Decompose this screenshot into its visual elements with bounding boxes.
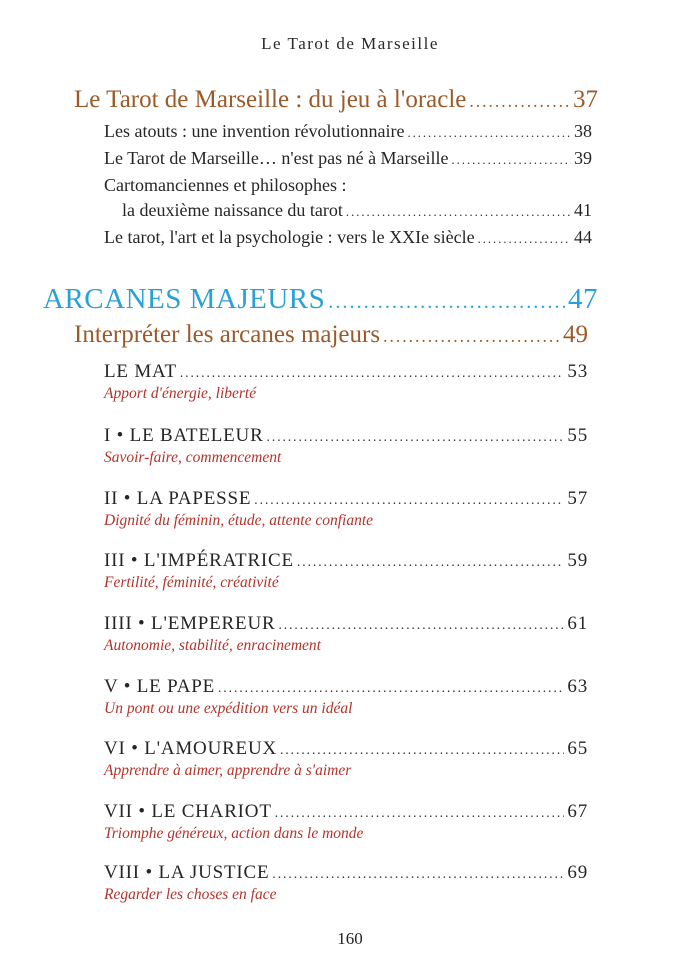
card-keywords: Un pont ou une expédition vers un idéal <box>104 700 353 717</box>
toc-entry[interactable] <box>104 121 592 142</box>
toc-entry-page: 63 <box>567 676 588 697</box>
card-keywords: Dignité du féminin, étude, attente confiante <box>104 512 374 529</box>
card-keywords: Fertilité, féminité, créativité <box>104 574 279 591</box>
toc-entry-page: 69 <box>567 862 588 883</box>
toc-entry-page: 57 <box>567 488 588 509</box>
toc-entry-card[interactable] <box>104 488 588 510</box>
dot-leader <box>275 805 565 821</box>
toc-entry-page: 61 <box>567 613 588 634</box>
toc-entry[interactable] <box>122 200 592 221</box>
page-number: 160 <box>337 929 363 948</box>
toc-entry-card[interactable] <box>104 801 588 823</box>
toc-entry-title: Le Tarot de Marseille : du jeu à l'oracle <box>74 86 467 113</box>
running-head: Le Tarot de Marseille <box>261 34 439 53</box>
toc-entry-card[interactable] <box>104 550 588 572</box>
toc-entry-section[interactable] <box>74 86 598 114</box>
toc-entry-page: 38 <box>574 121 592 141</box>
card-keywords: Triomphe généreux, action dans le monde <box>104 825 364 842</box>
card-keywords: Apprendre à aimer, apprendre à s'aimer <box>104 762 352 779</box>
toc-entry-title: Interpréter les arcanes majeurs <box>74 321 381 348</box>
card-keywords: Regarder les choses en face <box>104 886 277 903</box>
dot-leader <box>272 866 564 882</box>
toc-entry-title: VI • L'AMOUREUX <box>104 738 278 759</box>
toc-entry-page: 67 <box>567 801 588 822</box>
toc-entry-card[interactable] <box>104 738 588 760</box>
toc-entry-page: 59 <box>567 550 588 571</box>
toc-entry-page: 53 <box>567 361 588 382</box>
dot-leader <box>469 91 570 112</box>
toc-entry-page: 49 <box>563 321 588 348</box>
toc-entry-card[interactable] <box>104 676 588 698</box>
dot-leader <box>254 492 564 508</box>
toc-entry-page: 55 <box>567 425 588 446</box>
toc-entry-chapter[interactable] <box>74 321 588 349</box>
toc-entry-page: 44 <box>574 227 592 247</box>
toc-entry-title: VIII • LA JUSTICE <box>104 862 270 883</box>
dot-leader <box>328 291 565 314</box>
toc-entry-title: la deuxième naissance du tarot <box>122 200 343 220</box>
toc-entry-title: II • LA PAPESSE <box>104 488 252 509</box>
toc-entry-card[interactable] <box>104 425 588 447</box>
toc-entry-page: 41 <box>574 200 592 220</box>
toc-entry-page: 37 <box>573 86 598 113</box>
toc-entry-page: 65 <box>567 738 588 759</box>
toc-entry-part[interactable] <box>43 283 598 316</box>
toc-entry-title: III • L'IMPÉRATRICE <box>104 550 294 571</box>
toc-entry-title: LE MAT <box>104 361 177 382</box>
toc-entry[interactable] <box>104 148 592 169</box>
dot-leader <box>218 680 564 696</box>
dot-leader <box>478 232 571 247</box>
toc-entry-page: 39 <box>574 148 592 168</box>
toc-entry-title: ARCANES MAJEURS <box>43 283 326 315</box>
toc-entry-title: V • LE PAPE <box>104 676 216 697</box>
dot-leader <box>278 617 564 633</box>
toc-entry-title-line1[interactable]: Cartomanciennes et philosophes : <box>104 175 347 195</box>
toc-entry-card[interactable] <box>104 361 588 383</box>
toc-entry-title: Le Tarot de Marseille… n'est pas né à Marseille <box>104 148 449 168</box>
dot-leader <box>267 429 565 445</box>
dot-leader <box>407 126 571 141</box>
card-keywords: Autonomie, stabilité, enracinement <box>104 637 321 654</box>
toc-entry-card[interactable] <box>104 862 588 884</box>
toc-entry-page: 47 <box>568 283 598 315</box>
toc-entry-title: IIII • L'EMPEREUR <box>104 613 276 634</box>
toc-entry-title: I • LE BATELEUR <box>104 425 264 446</box>
dot-leader <box>346 205 571 220</box>
dot-leader <box>297 554 564 570</box>
dot-leader <box>452 153 571 168</box>
dot-leader <box>280 742 564 758</box>
toc-entry-title: Les atouts : une invention révolutionnaire <box>104 121 405 141</box>
card-keywords: Savoir-faire, commencement <box>104 449 282 466</box>
toc-entry-title: Le tarot, l'art et la psychologie : vers le XXIe siècle <box>104 227 475 247</box>
toc-entry-card[interactable] <box>104 613 588 635</box>
dot-leader <box>180 365 565 381</box>
dot-leader <box>383 326 560 347</box>
toc-entry-title: VII • LE CHARIOT <box>104 801 272 822</box>
card-keywords: Apport d'énergie, liberté <box>104 385 257 402</box>
toc-entry[interactable] <box>104 227 592 248</box>
